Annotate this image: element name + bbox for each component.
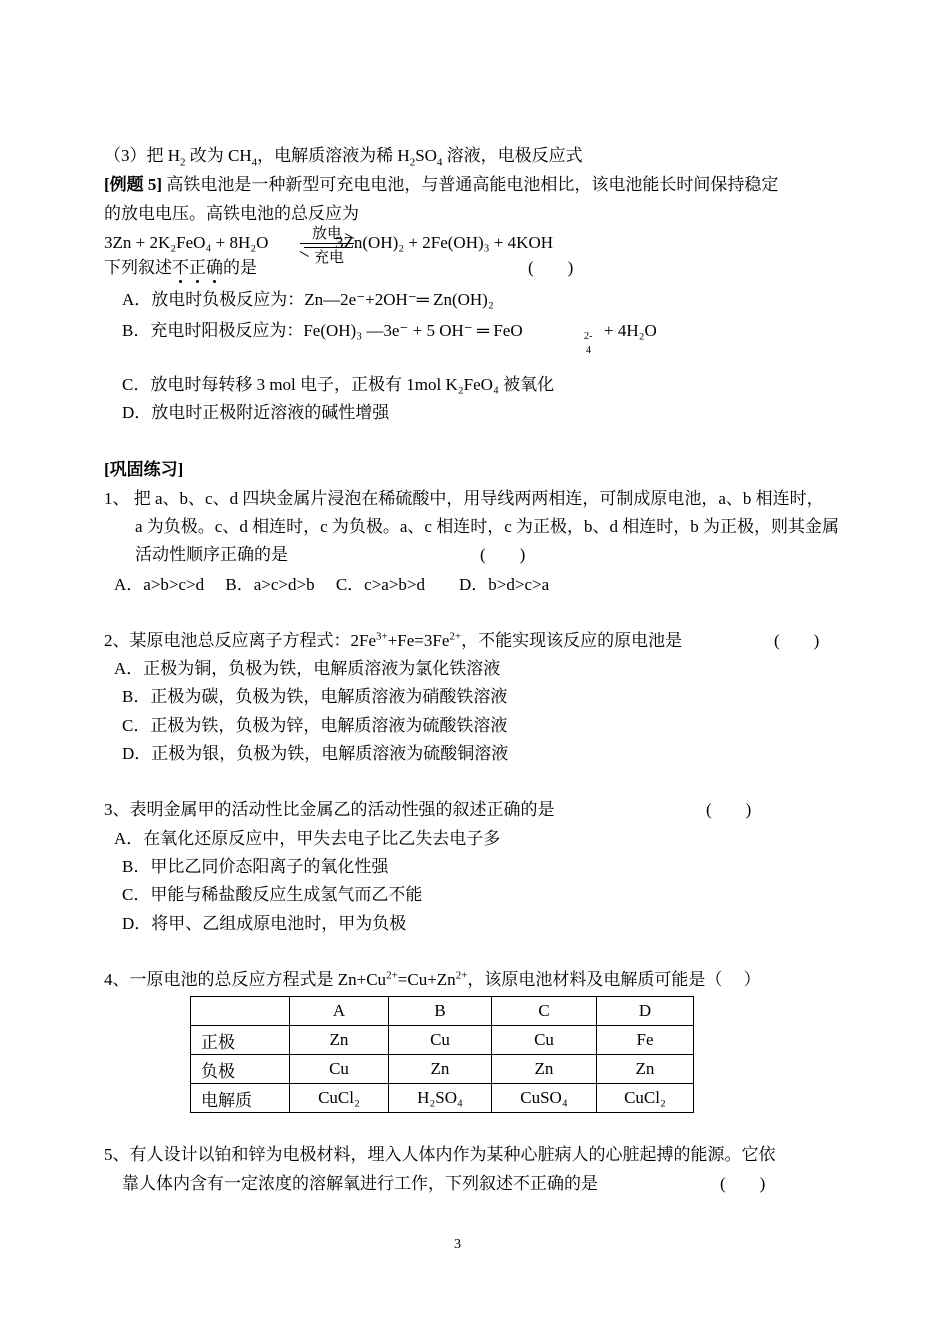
reaction-left: 3Zn + 2K₂FeO₄ + 8H₂O (104, 233, 269, 252)
example5-tag: [例题 5] (104, 175, 163, 194)
example5-option-a: A．放电时负极反应为：Zn—2e⁻+2OH⁻═ Zn(OH)₂ (122, 290, 494, 309)
q3-answer-paren: ( ) (706, 800, 752, 819)
example5-line1: [例题 5] 高铁电池是一种新型可充电电池，与普通高能电池相比，该电池能长时间保持稳定 (104, 175, 779, 194)
q2-stem: 2、某原电池总反应离子方程式：$2Fe^{3+}+Fe=3Fe^{2+}$，不能实现该反应的原电池是 (104, 630, 683, 650)
example5-option-c: C．放电时每转移 3 mol 电子，正极有 1mol K₂FeO₄ 被氧化 (122, 375, 555, 394)
q1-options: A．a>b>c>d B．a>c>d>b C．c>a>b>d D．b>d>c>a (114, 575, 550, 594)
section-title: [巩固练习] (104, 460, 184, 479)
q1-line2: a 为负极。c、d 相连时，c 为负极。a、c 相连时，c 为正极，b、d 相连时，b 为正极，则其金属 (135, 517, 840, 536)
q5-line2: 靠人体内含有一定浓度的溶解氧进行工作，下列叙述不正确的是 (122, 1174, 598, 1193)
q3-stem: 3、表明金属甲的活动性比金属乙的活动性强的叙述正确的是 (104, 800, 555, 819)
discharge-label: 放电 (312, 226, 343, 242)
q2-option-d: D．正极为银，负极为铁，电解质溶液为硫酸铜溶液 (122, 744, 509, 763)
q1-line1: 1、 把 a、b、c、d 四块金属片浸泡在稀硫酸中，用导线两两相连，可制成原电池，a、b 相连时， (104, 489, 824, 508)
reaction-right: 3Zn(OH)₂ + 2Fe(OH)₃ + 4KOH (335, 233, 553, 252)
q1-answer-paren: ( ) (480, 545, 526, 564)
q1-line3: 活动性顺序正确的是 (135, 545, 288, 564)
table-header-row: A B C D (191, 997, 694, 1026)
example5-answer-paren: ( ) (528, 258, 574, 277)
q5-line1: 5、有人设计以铂和锌为电极材料，埋入人体内作为某种心脏病人的心脏起搏的能源。它依 (104, 1145, 776, 1164)
q3-option-c: C．甲能与稀盐酸反应生成氢气而乙不能 (122, 885, 423, 904)
q3-electrode-line: （3）把 $H_2$ 改为 $CH_4$，电解质溶液为稀 $H_2SO_4$ 溶液，电极反应式 (104, 146, 583, 169)
table-row: 电解质 CuCl₂ H₂SO₄ CuSO₄ CuCl₂ (191, 1084, 694, 1113)
example5-question: 下列叙述不正确的是 (104, 258, 257, 277)
q2-answer-paren: ( ) (774, 631, 820, 650)
q2-option-a: A．正极为铜，负极为铁，电解质溶液为氯化铁溶液 (114, 659, 501, 678)
q2-option-b: B．正极为碳，负极为铁，电解质溶液为硝酸铁溶液 (122, 687, 508, 706)
q5-answer-paren: ( ) (720, 1174, 766, 1193)
example5-option-b-tail: + 4H₂O (604, 321, 657, 340)
table-row: 正极 Zn Cu Cu Fe (191, 1026, 694, 1055)
q3-option-d: D．将甲、乙组成原电池时，甲为负极 (122, 914, 407, 933)
page-number: 3 (454, 1237, 461, 1252)
feo4-charge: 2- (584, 331, 593, 342)
example5-option-b: B．充电时阳极反应为：Fe(OH)₃ —3e⁻ + 5 OH⁻ ═ FeO (122, 321, 523, 340)
feo4-subscript: 4 (586, 345, 591, 356)
table-row: 负极 Cu Zn Zn Zn (191, 1055, 694, 1084)
emphasis-not-correct: 不正确 (172, 258, 223, 277)
example5-line2: 的放电电压。高铁电池的总反应为 (104, 204, 359, 223)
q4-stem: 4、一原电池的总反应方程式是 $Zn+Cu^{2+}=Cu+Zn^{2+}$，该原电池材料及电解质可能是（ ） (104, 969, 761, 989)
charge-label: 充电 (314, 250, 345, 266)
q4-options-table (190, 996, 694, 1113)
q3-option-b: B．甲比乙同价态阳离子的氧化性强 (122, 857, 389, 876)
q2-option-c: C．正极为铁，负极为锌，电解质溶液为硫酸铁溶液 (122, 716, 508, 735)
q3-option-a: A．在氧化还原反应中，甲失去电子比乙失去电子多 (114, 829, 501, 848)
example5-option-d: D．放电时正极附近溶液的碱性增强 (122, 403, 390, 422)
